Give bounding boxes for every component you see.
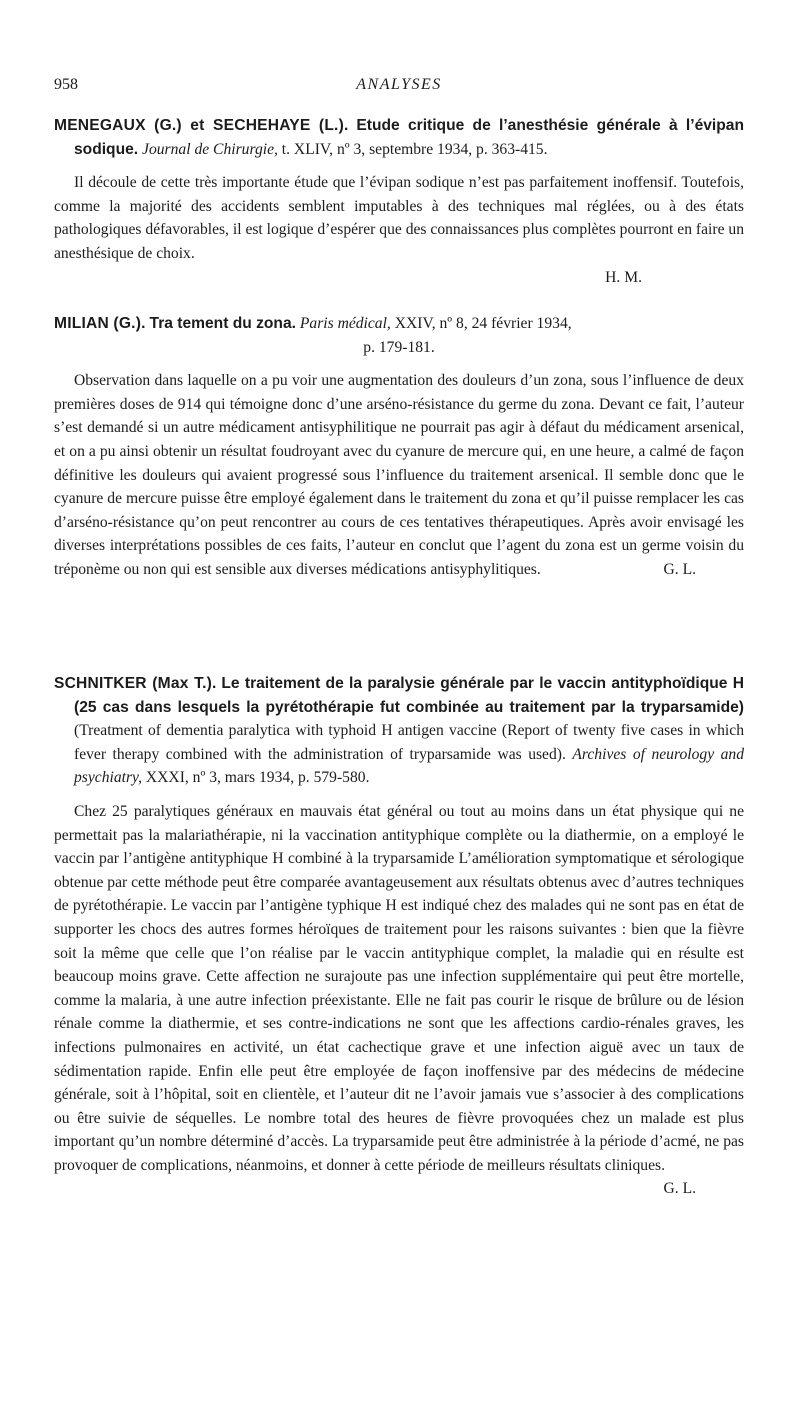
abstract-entry — [54, 672, 744, 1201]
signature: H. M. — [605, 268, 642, 286]
journal-name: Journal de Chirurgie, — [142, 140, 278, 158]
running-title: ANALYSES — [356, 76, 442, 93]
reference: XXIV, nº 8, 24 février 1934, — [394, 315, 572, 332]
abstract-body — [54, 800, 744, 1198]
signature: G. L. — [663, 1180, 696, 1198]
abstract-body — [54, 369, 744, 581]
page-number: 958 — [54, 76, 78, 93]
abstract-body: Il découle de cette très importante étude que l’évipan sodique n’est pas parfaitement inoffensif. Toutefois, comme la majorité des accidents semblent imputables à des techniques mal réglées, ou à des états pathologiques défavorables, il est logique d’espérer que des connaissances plus complètes pourront en faire un anesthésique de choix. — [54, 174, 744, 262]
authors: MENEGAUX (G.) et SECHEHAYE (L.). — [54, 117, 349, 134]
authors: SCHNITKER (Max T.). — [54, 675, 217, 692]
citation — [54, 312, 744, 336]
abstract-entry — [54, 114, 744, 289]
page-header — [54, 76, 744, 98]
journal-name: Archives of neurology and psychiatry, — [74, 745, 744, 787]
reference-pages: p. 179-181. — [363, 338, 435, 356]
reference: t. XLIV, nº 3, septembre 1934, p. 363-415. — [281, 140, 548, 158]
signature: G. L. — [663, 560, 696, 578]
abstract-entry — [54, 312, 744, 582]
citation — [54, 672, 744, 790]
article-title: Tra tement du zona. — [149, 315, 296, 332]
reference: XXXI, nº 3, mars 1934, p. 579-580. — [145, 769, 370, 787]
title-translation: (Treatment of dementia paralytica with typhoid H antigen vaccine (Report of twenty five cases in which fever therapy combined with the administration of tryparsamide was used). — [74, 722, 744, 763]
citation — [54, 114, 744, 161]
article-title: Le traitement de la paralysie générale par le vaccin antityphoïdique H (25 cas dans lesquels la pyrétothérapie fut combinée au traitement par la tryparsamide) — [74, 675, 744, 716]
authors: MILIAN (G.). — [54, 315, 146, 332]
abstract-body-text: Chez 25 paralytiques généraux en mauvais état général ou tout au moins dans un état physique qui ne permettait pas la malariathérapie, ni la vaccination antityphique complète ou la diathermie, on a employé le vaccin par l’antigène antityphique H combiné à la tryparsamide L’amélioration symptomatique et sérologique obtenue par cette méthode peut être comparée avantageusement aux résultats obtenus avec d’autres techniques de pyrétothérapie. Le vaccin par l’antigène typhique H est indiqué chez des malades qui ne sont pas en état de supporter les chocs des autres formes héroïques de traitement pour les raisons suivantes : bien que la fièvre soit la même que celle que l’on réalise par le vaccin antityphique complet, la maladie qui en résulte est beaucoup moins grave. Cette affection ne surajoute pas une infection supplémentaire qui peut être mortelle, comme la malaria, à une autre infection préexistante. Elle ne fait pas courir le risque de brûlure ou de lésion rénale comme la diathermie, et ses contre-indications ne sont que les affections cardio-rénales graves, les infections pulmonaires en activité, un état cachectique grave et une infection aiguë avec un taux de sédimentation rapide. Enfin elle peut être employée de façon inoffensive par des médecins de médecine générale, soit à l’hôpital, soit en clientèle, et l’auteur dit ne l’avoir jamais vue s’associer à des complications ou être suivie de séquelles. Le nombre total des heures de fièvre provoquées chez un malade est plus important qu’un nombre déterminé d’accès. La tryparsamide peut être administrée à la période d’acmé, ne pas provoquer de complications, néanmoins, et donner à cette période de meilleurs résultats cliniques. — [54, 802, 744, 1174]
journal-name: Paris médical, — [299, 315, 391, 332]
article-title: Etude critique de l’anesthésie générale à l’évipan sodique. — [74, 117, 744, 158]
abstract-body-text: Observation dans laquelle on a pu voir une augmentation des douleurs d’un zona, sous l’influence de deux premières doses de 914 qui témoigne donc d’une arséno-résistance du germe du zona. Devant ce fait, l’auteur s’est demandé si un autre médicament antisyphilitique ne pourrait pas agir à défaut du médicament arsenical, et on a pu ainsi obtenir un résultat foudroyant avec du cyanure de mercure qui, en une heure, a calmé de façon définitive les douleurs qui avaient progressé sous l’influence du traitement arsenical. Il semble donc que le cyanure de mercure puisse être employé également dans le traitement du zona et qu’il puisse remplacer les cas d’arséno-résistance qu’on peut rencontrer au cours de ces tentatives thérapeutiques. Après avoir envisagé les diverses interprétations possibles de ces faits, l’auteur en conclut que l’agent du zona est un germe voisin du tréponème ou non qui est sensible aux diverses médications antisyphylitiques. — [54, 372, 744, 578]
